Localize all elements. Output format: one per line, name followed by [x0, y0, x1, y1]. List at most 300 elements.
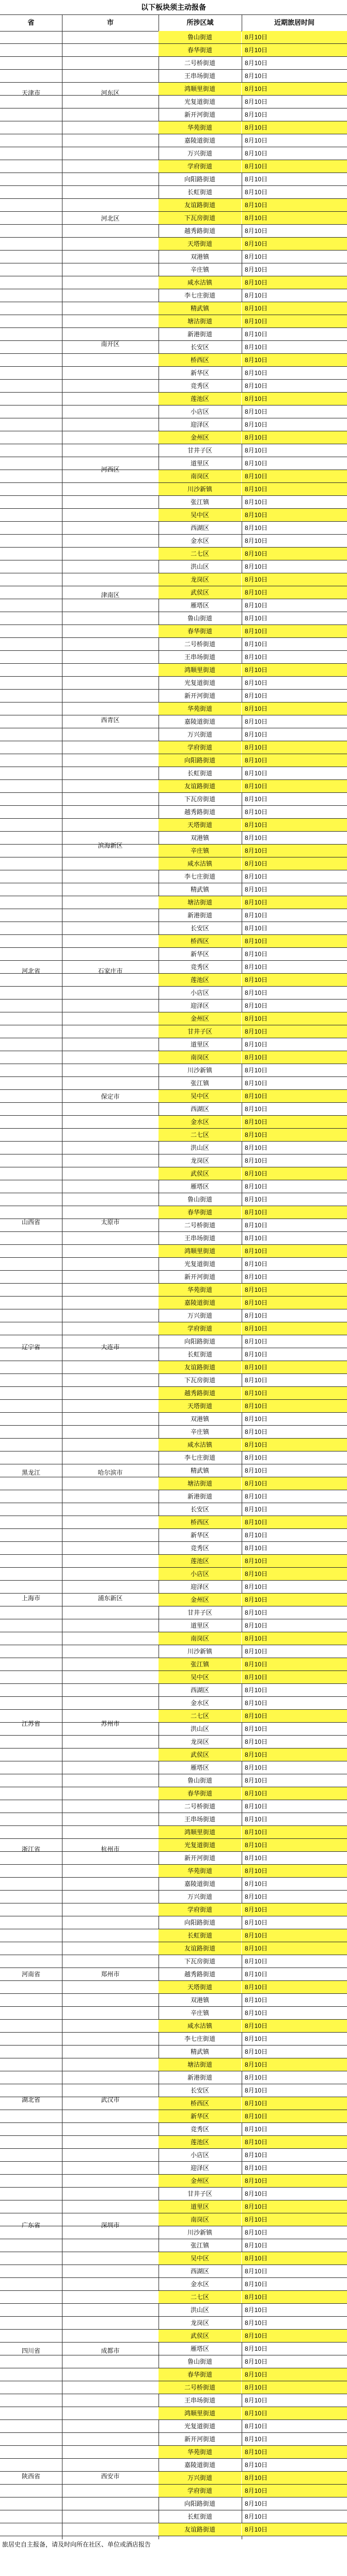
table-row: [0, 2278, 347, 2291]
cell-district: 王串场街道: [184, 72, 215, 80]
cell-time: 8月10日: [245, 2190, 268, 2197]
cell-district: 双港镇: [190, 1996, 209, 2004]
table-row: [0, 677, 347, 690]
table-row: [0, 444, 347, 457]
cell-time: 8月10日: [245, 2397, 268, 2404]
cell-district: 新港街道: [187, 912, 212, 919]
table-row: [0, 1529, 347, 1542]
cell-time: 8月10日: [245, 2035, 268, 2042]
cell-time: 8月10日: [242, 44, 347, 56]
cell-time: 8月10日: [245, 641, 268, 648]
table-row: [0, 2149, 347, 2162]
cell-time: 8月10日: [242, 276, 347, 289]
cell-time: 8月10日: [245, 1971, 268, 1978]
table-row: [0, 238, 347, 251]
cell-time: 8月10日: [245, 1764, 268, 1771]
city-label: 西青区: [101, 716, 120, 724]
cell-time: 8月10日: [245, 498, 268, 506]
cell-district: 莲池区: [159, 1555, 241, 1567]
cell-time: 8月10日: [245, 2345, 268, 2352]
cell-time: 8月10日: [242, 819, 347, 831]
table-row: [0, 909, 347, 922]
table-row: [0, 1787, 347, 1800]
table-row: [0, 1994, 347, 2007]
cell-district: 辛庄镇: [190, 266, 209, 273]
cell-time: 8月10日: [242, 1439, 347, 1451]
cell-district: 学府街道: [159, 1322, 241, 1335]
cell-time: 8月10日: [245, 1893, 268, 1900]
cell-district: 塘沽街道: [159, 2058, 241, 2071]
cell-time: 8月10日: [245, 692, 268, 699]
table-row: [0, 1051, 347, 1064]
cell-time: 8月10日: [245, 189, 268, 196]
table-row: [0, 1012, 347, 1025]
cell-time: 8月10日: [245, 1880, 268, 1887]
cell-time: 8月10日: [242, 83, 347, 95]
cell-time: 8月10日: [245, 2319, 268, 2327]
cell-district: 向阳路街道: [184, 1919, 215, 1926]
table-row: [0, 1090, 347, 1103]
cell-district: 莲池区: [159, 2136, 241, 2148]
cell-time: 8月10日: [242, 974, 347, 986]
table-row: [0, 819, 347, 832]
table-row: [0, 1439, 347, 1451]
cell-district: 咸水沽镇: [159, 276, 241, 289]
cell-time: 8月10日: [245, 1273, 268, 1281]
cell-time: 8月10日: [242, 1658, 347, 1671]
cell-district: 川沙新镇: [187, 2229, 212, 2236]
cell-time: 8月10日: [242, 1594, 347, 1606]
cell-district: 南岗区: [159, 1051, 241, 1064]
cell-district: 长安区: [190, 1506, 209, 1513]
footnote: 旅居史自主报备，请及时向所在社区、单位或酒店报告: [2, 2541, 151, 2548]
table-row: [0, 2459, 347, 2472]
cell-district: 武侯区: [159, 2330, 241, 2342]
cell-time: 8月10日: [242, 754, 347, 767]
city-label: 成都市: [101, 2347, 120, 2354]
cell-district: 双港镇: [190, 834, 209, 841]
cell-time: 8月10日: [242, 509, 347, 521]
cell-district: 吴中区: [159, 1671, 241, 1683]
cell-district: 越秀路街道: [184, 227, 215, 235]
cell-time: 8月10日: [242, 2472, 347, 2484]
table-row: [0, 1000, 347, 1012]
cell-time: 8月10日: [245, 563, 268, 570]
table-row: [0, 1606, 347, 1619]
cell-time: 8月10日: [245, 1583, 268, 1590]
table-row: [0, 328, 347, 341]
cell-district: 南岗区: [159, 470, 241, 482]
table-row: [0, 2368, 347, 2381]
table-row: [0, 57, 347, 70]
table-row: [0, 1387, 347, 1400]
cell-time: 8月10日: [242, 2200, 347, 2213]
table-row: [0, 108, 347, 121]
table-row: [0, 147, 347, 160]
cell-district: 武侯区: [159, 586, 241, 599]
cell-time: 8月10日: [245, 950, 268, 958]
cell-time: 8月10日: [245, 2268, 268, 2275]
cell-district: 道里区: [190, 1041, 209, 1048]
table-row: [0, 134, 347, 147]
city-label: 西安市: [101, 2472, 120, 2480]
cell-district: 二号桥街道: [184, 1222, 215, 1229]
table-row: [0, 2291, 347, 2304]
cell-time: 8月10日: [245, 873, 268, 880]
cell-district: 春华街道: [159, 1206, 241, 1219]
cell-district: 向阳路街道: [184, 2500, 215, 2507]
cell-time: 8月10日: [245, 1803, 268, 1810]
cell-time: 8月10日: [242, 483, 347, 495]
table-row: [0, 302, 347, 315]
cell-district: 向阳路街道: [184, 176, 215, 183]
table-row: [0, 548, 347, 560]
province-label: 江苏省: [21, 1720, 40, 1727]
table-row: [0, 405, 347, 418]
cell-time: 8月10日: [242, 2446, 347, 2458]
table-row: [0, 1736, 347, 1748]
cell-district: 长虹街道: [187, 189, 212, 196]
cell-time: 8月10日: [242, 896, 347, 909]
cell-district: 长虹街道: [187, 770, 212, 777]
cell-time: 8月10日: [242, 393, 347, 405]
cell-district: 川沙新镇: [187, 1648, 212, 1655]
cell-time: 8月10日: [242, 2097, 347, 2110]
cell-time: 8月10日: [242, 1400, 347, 1412]
table-row: [0, 1568, 347, 1581]
table-row: [0, 690, 347, 702]
cell-district: 下瓦房街道: [184, 1377, 215, 1384]
cell-time: 8月10日: [242, 1361, 347, 1373]
cell-district: 新华区: [190, 950, 209, 958]
cell-district: 新华区: [190, 369, 209, 377]
cell-time: 8月10日: [245, 2009, 268, 2017]
city-label: 河西区: [101, 465, 120, 473]
cell-district: 桥西区: [159, 2097, 241, 2110]
city-label: 郑州市: [101, 1971, 120, 1978]
table-row: [0, 212, 347, 225]
cell-district: 万兴街道: [187, 731, 212, 738]
cell-district: 鸿顺里街道: [159, 664, 241, 676]
cell-district: 光复道街道: [184, 98, 215, 105]
cell-district: 莲池区: [159, 393, 241, 405]
cell-district: 下瓦房街道: [159, 212, 241, 224]
table-row: [0, 2007, 347, 2020]
city-label: 杭州市: [101, 1845, 120, 1853]
cell-time: 8月10日: [245, 1996, 268, 2004]
cell-time: 8月10日: [242, 935, 347, 947]
table-row: [0, 651, 347, 664]
table-row: [0, 573, 347, 586]
cell-district: 塘沽街道: [159, 1477, 241, 1490]
table-row: [0, 1516, 347, 1529]
cell-district: 鸿顺里街道: [159, 83, 241, 95]
cell-district: 向阳路街道: [159, 754, 241, 767]
cell-district: 鲁山街道: [187, 2358, 212, 2365]
cell-district: 新开河街道: [184, 2436, 215, 2443]
table-row: [0, 2162, 347, 2175]
cell-district: 光复道街道: [184, 679, 215, 686]
table-row: [0, 354, 347, 367]
table-row: [0, 612, 347, 625]
cell-time: 8月10日: [245, 1067, 268, 1074]
table-row: [0, 1632, 347, 1645]
cell-district: 嘉陵道街道: [184, 718, 215, 725]
cell-time: 8月10日: [242, 2407, 347, 2419]
city-label: 浦东新区: [98, 1595, 123, 1602]
cell-district: 友谊路街道: [159, 199, 241, 211]
cell-time: 8月10日: [245, 1725, 268, 1732]
cell-time: 8月10日: [242, 845, 347, 857]
cell-time: 8月10日: [242, 1748, 347, 1761]
province-label: 湖北省: [21, 2096, 40, 2104]
table-row: [0, 1322, 347, 1335]
cell-time: 8月10日: [245, 59, 268, 67]
cell-district: 王串场街道: [184, 653, 215, 661]
table-row: [0, 263, 347, 276]
cell-district: 二号桥街道: [184, 1803, 215, 1810]
cell-time: 8月10日: [245, 1958, 268, 1965]
table-row: [0, 2497, 347, 2510]
cell-district: 双港镇: [190, 253, 209, 260]
table-row: [0, 857, 347, 870]
cell-time: 8月10日: [245, 1222, 268, 1229]
cell-time: 8月10日: [245, 1235, 268, 1242]
cell-district: 长虹街道: [159, 1929, 241, 1942]
cell-time: 8月10日: [245, 2358, 268, 2365]
table-row: [0, 767, 347, 780]
cell-time: 8月10日: [245, 382, 268, 389]
table-row: [0, 987, 347, 1000]
cell-time: 8月10日: [245, 1157, 268, 1164]
cell-district: 鸿顺里街道: [159, 2407, 241, 2419]
cell-district: 金州区: [159, 1012, 241, 1025]
cell-district: 华苑街道: [159, 121, 241, 134]
cell-district: 新港街道: [187, 2074, 212, 2081]
header-district: 所涉区域: [186, 19, 214, 26]
header-province: 省: [27, 19, 35, 26]
cell-time: 8月10日: [245, 176, 268, 183]
cell-district: 二七区: [159, 2291, 241, 2303]
cell-district: 龙岗区: [190, 1157, 209, 1164]
table-row: [0, 199, 347, 212]
cell-time: 8月10日: [245, 1196, 268, 1203]
cell-district: 二号桥街道: [184, 59, 215, 67]
cell-district: 竞秀区: [190, 382, 209, 389]
cell-time: 8月10日: [245, 1544, 268, 1552]
cell-district: 友谊路街道: [159, 1942, 241, 1955]
cell-time: 8月10日: [245, 1699, 268, 1707]
cell-time: 8月10日: [245, 1467, 268, 1474]
cell-time: 8月10日: [245, 266, 268, 273]
table-row: [0, 2188, 347, 2200]
cell-time: 8月10日: [242, 1025, 347, 1038]
province-label: 辽宁省: [21, 1344, 40, 1351]
cell-district: 精武镇: [190, 1467, 209, 1474]
cell-time: 8月10日: [245, 1532, 268, 1539]
table-row: [0, 2355, 347, 2368]
cell-district: 川沙新镇: [187, 1067, 212, 1074]
cell-district: 张江镇: [159, 1658, 241, 1671]
cell-district: 金州区: [159, 2175, 241, 2187]
cell-time: 8月10日: [242, 1903, 347, 1916]
cell-time: 8月10日: [245, 795, 268, 803]
cell-time: 8月10日: [245, 421, 268, 428]
table-row: [0, 2420, 347, 2433]
cell-time: 8月10日: [245, 524, 268, 532]
table-row: [0, 44, 347, 57]
table-row: [0, 1400, 347, 1413]
table-row: [0, 1038, 347, 1051]
cell-district: 南岗区: [159, 2213, 241, 2226]
cell-district: 雁塔区: [190, 602, 209, 609]
cell-time: 8月10日: [245, 2242, 268, 2249]
table-row: [0, 431, 347, 444]
cell-time: 8月10日: [242, 238, 347, 250]
cell-district: 莲池区: [159, 974, 241, 986]
table-row: [0, 2058, 347, 2071]
cell-time: 8月10日: [245, 369, 268, 377]
table-row: [0, 2046, 347, 2058]
cell-district: 李七庄街道: [184, 2035, 215, 2042]
table-row: [0, 728, 347, 741]
cell-district: 下瓦房街道: [184, 1958, 215, 1965]
page-title: 以下板块须主动报备: [0, 0, 347, 15]
cell-time: 8月10日: [245, 1351, 268, 1358]
cell-district: 甘井子区: [187, 1609, 212, 1616]
table-row: [0, 1826, 347, 1839]
cell-time: 8月10日: [242, 780, 347, 792]
table-row: [0, 522, 347, 535]
cell-time: 8月10日: [245, 2500, 268, 2507]
cell-time: 8月10日: [245, 460, 268, 467]
cell-time: 8月10日: [242, 2136, 347, 2148]
table-row: [0, 2175, 347, 2188]
cell-district: 鲁山街道: [159, 31, 241, 43]
cell-time: 8月10日: [242, 1865, 347, 1877]
cell-district: 张江镇: [190, 1080, 209, 1087]
table-row: [0, 2446, 347, 2459]
table-row: [0, 276, 347, 289]
cell-time: 8月10日: [242, 1284, 347, 1296]
cell-time: 8月10日: [242, 199, 347, 211]
cell-district: 辛庄镇: [190, 2009, 209, 2017]
cell-district: 新港街道: [187, 1493, 212, 1500]
cell-time: 8月10日: [245, 770, 268, 777]
cell-district: 南岗区: [159, 1632, 241, 1645]
cell-time: 8月10日: [242, 1129, 347, 1141]
cell-time: 8月10日: [242, 302, 347, 315]
table-row: [0, 186, 347, 199]
cell-district: 小店区: [190, 989, 209, 996]
table-row: [0, 2510, 347, 2523]
cell-time: 8月10日: [245, 2436, 268, 2443]
cell-time: 8月10日: [245, 137, 268, 144]
cell-time: 8月10日: [245, 1493, 268, 1500]
cell-district: 光复道街道: [184, 1260, 215, 1268]
cell-district: 嘉陵道街道: [184, 2461, 215, 2469]
cell-district: 龙岗区: [190, 1738, 209, 1745]
table-row: [0, 2485, 347, 2497]
table-row: [0, 1981, 347, 1994]
cell-district: 二七区: [159, 548, 241, 560]
cell-district: 学府街道: [159, 741, 241, 754]
table-row: [0, 560, 347, 573]
table-row: [0, 1929, 347, 1942]
cell-district: 桥西区: [159, 354, 241, 366]
cell-time: 8月10日: [242, 470, 347, 482]
cell-district: 学府街道: [159, 2485, 241, 2497]
cell-district: 吴中区: [159, 1090, 241, 1102]
cell-district: 越秀路街道: [184, 808, 215, 816]
cell-district: 龙岗区: [190, 2319, 209, 2327]
cell-time: 8月10日: [242, 2381, 347, 2394]
table-row: [0, 70, 347, 83]
cell-time: 8月10日: [242, 1981, 347, 1993]
cell-district: 长安区: [190, 344, 209, 351]
cell-time: 8月10日: [245, 98, 268, 105]
table-row: [0, 1477, 347, 1490]
cell-district: 竞秀区: [190, 963, 209, 971]
cell-district: 迎泽区: [190, 2164, 209, 2172]
table-row: [0, 1555, 347, 1568]
cell-district: 新华区: [190, 1532, 209, 1539]
table-row: [0, 2265, 347, 2278]
cell-district: 学府街道: [159, 1903, 241, 1916]
table-row: [0, 470, 347, 483]
cell-time: 8月10日: [242, 2110, 347, 2122]
cell-district: 迎泽区: [190, 1583, 209, 1590]
table-row: [0, 2407, 347, 2420]
cell-district: 新港街道: [187, 331, 212, 338]
cell-district: 道里区: [190, 1622, 209, 1629]
cell-time: 8月10日: [242, 2330, 347, 2342]
cell-time: 8月10日: [245, 1609, 268, 1616]
cell-time: 8月10日: [242, 1090, 347, 1102]
cell-time: 8月10日: [245, 1816, 268, 1823]
cell-district: 小店区: [190, 408, 209, 415]
table-row: [0, 741, 347, 754]
cell-district: 光复道街道: [184, 2423, 215, 2430]
cell-time: 8月10日: [245, 2281, 268, 2288]
cell-time: 8月10日: [245, 963, 268, 971]
cell-district: 天塔街道: [159, 1981, 241, 1993]
cell-time: 8月10日: [242, 1710, 347, 1722]
cell-time: 8月10日: [242, 664, 347, 676]
cell-time: 8月10日: [242, 1387, 347, 1399]
cell-district: 咸水沽镇: [159, 1439, 241, 1451]
cell-time: 8月10日: [242, 315, 347, 327]
table-row: [0, 1942, 347, 1955]
cell-district: 新华区: [159, 2110, 241, 2122]
cell-time: 8月10日: [245, 718, 268, 725]
table-row: [0, 535, 347, 548]
cell-time: 8月10日: [245, 1002, 268, 1009]
cell-time: 8月10日: [242, 2252, 347, 2265]
cell-time: 8月10日: [245, 344, 268, 351]
table-row: [0, 599, 347, 612]
table-row: [0, 1955, 347, 1968]
province-label: 浙江省: [21, 1845, 40, 1853]
cell-district: 雁塔区: [190, 2345, 209, 2352]
province-label: 山西省: [21, 1218, 40, 1226]
cell-district: 长安区: [190, 2087, 209, 2094]
cell-time: 8月10日: [245, 679, 268, 686]
cell-district: 天塔街道: [159, 1400, 241, 1412]
cell-time: 8月10日: [242, 548, 347, 560]
cell-time: 8月10日: [245, 615, 268, 622]
cell-district: 光复道街道: [159, 1839, 241, 1851]
